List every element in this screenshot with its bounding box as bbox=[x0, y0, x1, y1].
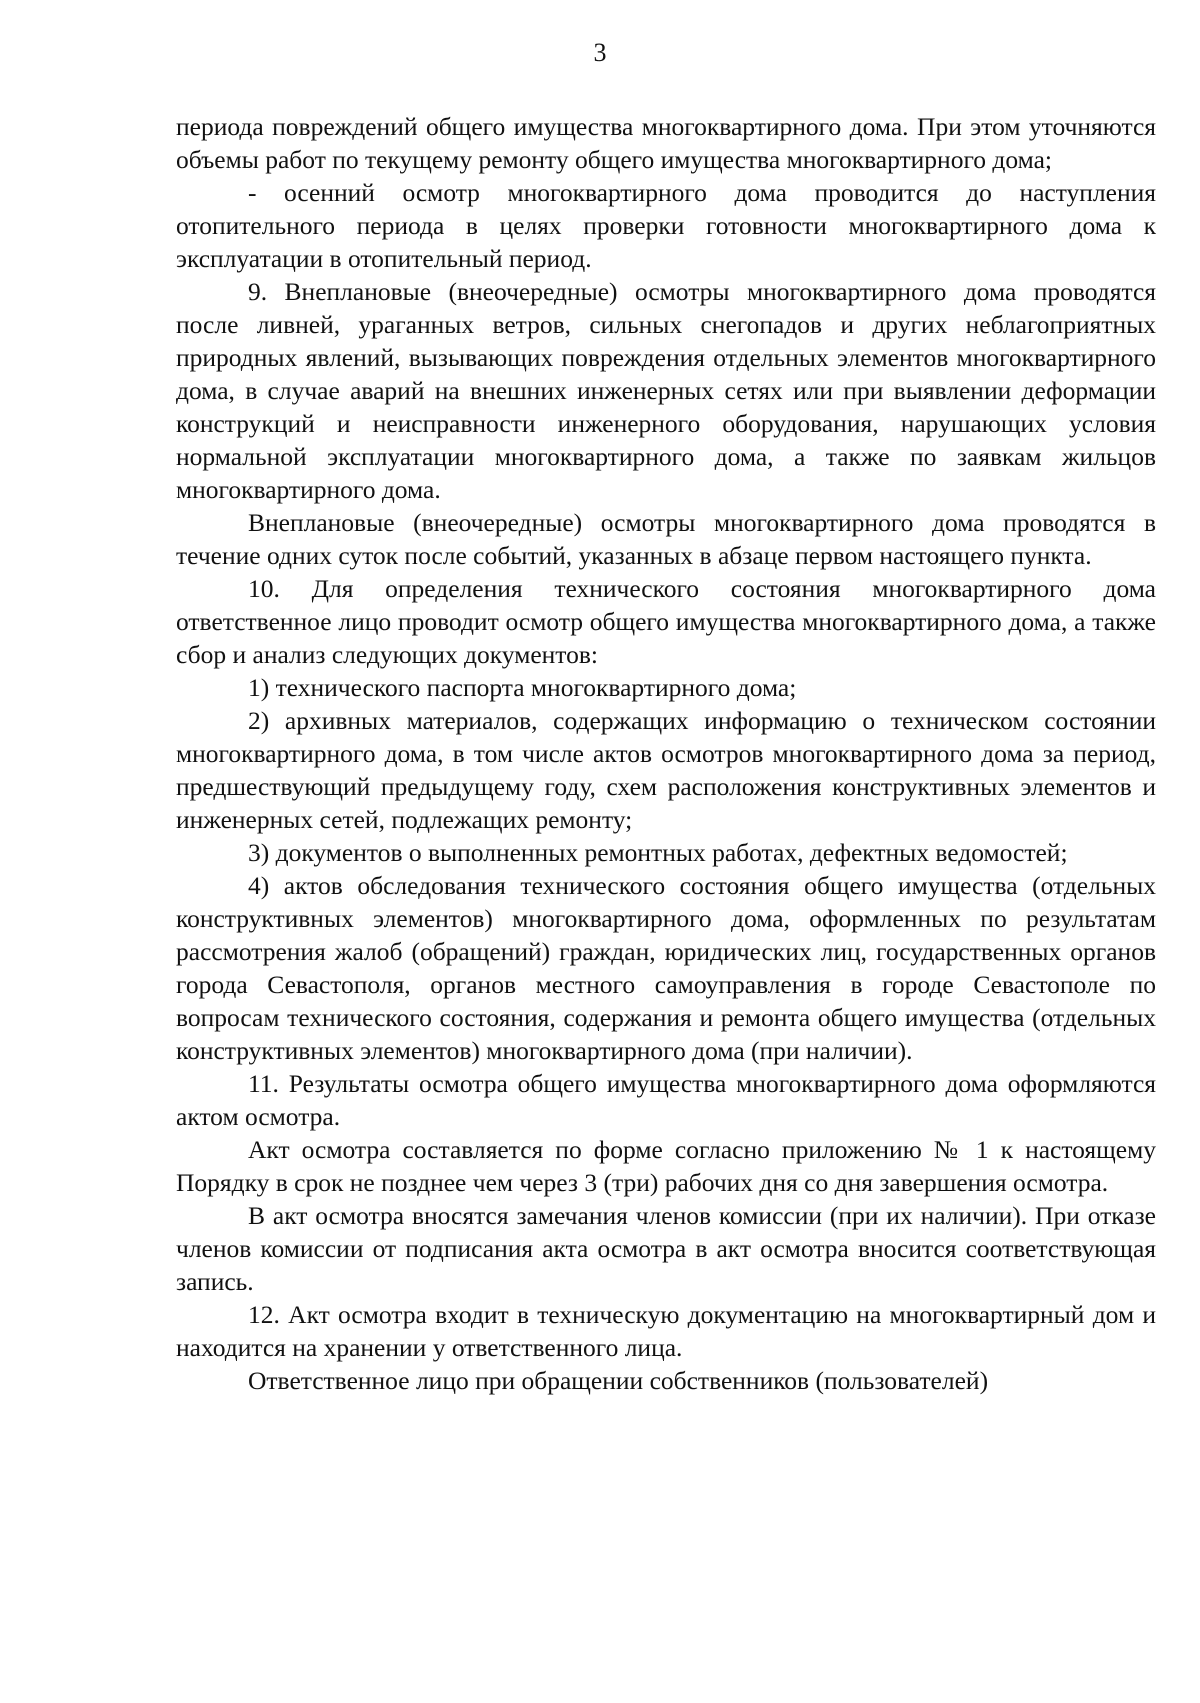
paragraph: 3) документов о выполненных ремонтных работах, дефектных ведомостей; bbox=[248, 838, 1068, 867]
paragraph: 11. Результаты осмотра общего имущества многоквартирного дома оформляются актом осмотра. bbox=[176, 1069, 1156, 1131]
page-number: 3 bbox=[593, 38, 607, 67]
paragraph: - осенний осмотр многоквартирного дома проводится до наступления отопительного периода в целях проверки готовности многоквартирного дома к эксплуатации в отопительный период. bbox=[176, 178, 1156, 273]
paragraph: Внеплановые (внеочередные) осмотры многоквартирного дома проводятся в течение одних суток после событий, указанных в абзаце первом настоящего пункта. bbox=[176, 508, 1156, 570]
paragraph: Акт осмотра составляется по форме согласно приложению № 1 к настоящему Порядку в срок не позднее чем через 3 (три) рабочих дня со дня завершения осмотра. bbox=[176, 1135, 1156, 1197]
paragraph: 1) технического паспорта многоквартирного дома; bbox=[248, 673, 797, 702]
document-body bbox=[176, 110, 1156, 1397]
paragraph: Ответственное лицо при обращении собственников (пользователей) bbox=[248, 1366, 989, 1395]
paragraph: 12. Акт осмотра входит в техническую документацию на многоквартирный дом и находится на хранении у ответственного лица. bbox=[176, 1300, 1156, 1362]
paragraph: 9. Внеплановые (внеочередные) осмотры многоквартирного дома проводятся после ливней, ураганных ветров, сильных снегопадов и других неблагоприятных природных явлений, вызывающих повреждения отдельных элементов многоквартирного дома, в случае аварий на внешних инженерных сетях или при выявлении деформации конструкций и неисправности инженерного оборудования, нарушающих условия нормальной эксплуатации многоквартирного дома, а также по заявкам жильцов многоквартирного дома. bbox=[176, 277, 1156, 504]
paragraph: 2) архивных материалов, содержащих информацию о техническом состоянии многоквартирного дома, в том числе актов осмотров многоквартирного дома за период, предшествующий предыдущему году, схем расположения конструктивных элементов и инженерных сетей, подлежащих ремонту; bbox=[176, 706, 1156, 834]
paragraph: периода повреждений общего имущества многоквартирного дома. При этом уточняются объемы работ по текущему ремонту общего имущества многоквартирного дома; bbox=[176, 112, 1156, 174]
paragraph: В акт осмотра вносятся замечания членов комиссии (при их наличии). При отказе членов комиссии от подписания акта осмотра в акт осмотра вносится соответствующая запись. bbox=[176, 1201, 1156, 1296]
paragraph: 4) актов обследования технического состояния общего имущества (отдельных конструктивных элементов) многоквартирного дома, оформленных по результатам рассмотрения жалоб (обращений) граждан, юридических лиц, государственных органов города Севастополя, органов местного самоуправления в городе Севастополе по вопросам технического состояния, содержания и ремонта общего имущества (отдельных конструктивных элементов) многоквартирного дома (при наличии). bbox=[176, 871, 1156, 1065]
paragraph: 10. Для определения технического состояния многоквартирного дома ответственное лицо проводит осмотр общего имущества многоквартирного дома, а также сбор и анализ следующих документов: bbox=[176, 574, 1156, 669]
